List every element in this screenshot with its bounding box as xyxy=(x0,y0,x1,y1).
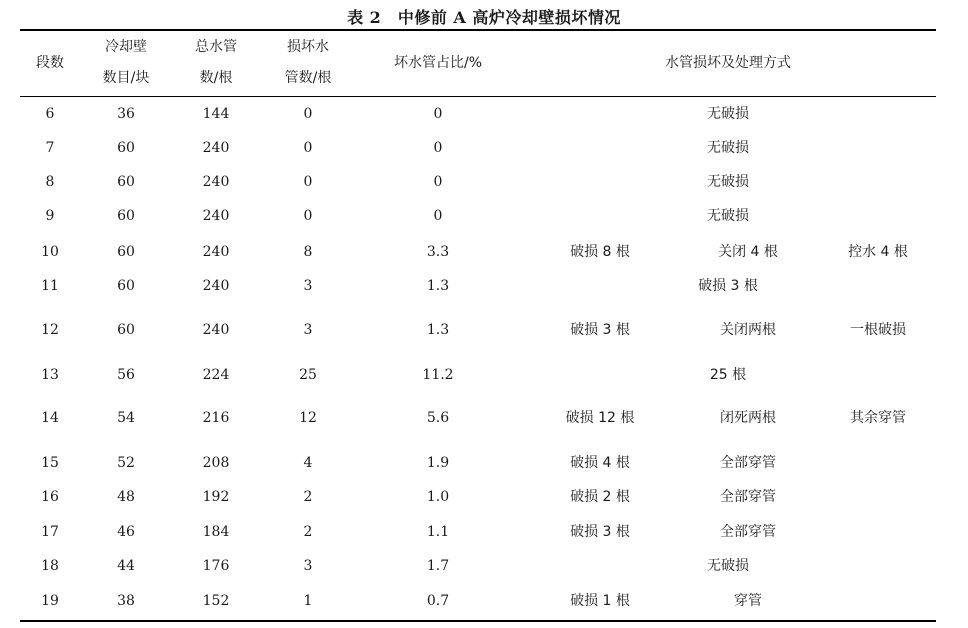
cell-seg: 19 xyxy=(41,593,59,609)
header-seg: 段数 xyxy=(36,55,64,71)
cell-ratio: 1.7 xyxy=(426,558,450,574)
cell-handling-2: 关闭两根 xyxy=(720,322,776,338)
header-damaged-line1: 损坏水 xyxy=(287,39,329,55)
header-ratio: 坏水管占比/% xyxy=(393,55,483,71)
cell-seg: 17 xyxy=(41,524,59,540)
cell-total: 240 xyxy=(202,208,230,224)
cell-staves: 60 xyxy=(117,278,135,294)
cell-handling: 无破损 xyxy=(707,174,749,190)
cell-handling-2: 穿管 xyxy=(734,593,762,609)
cell-handling: 25 根 xyxy=(709,367,747,383)
table-top-rule xyxy=(20,29,936,31)
cell-damaged: 0 xyxy=(303,174,313,190)
cell-damaged: 1 xyxy=(303,593,313,609)
cell-staves: 38 xyxy=(117,593,135,609)
cell-handling-3: 控水 4 根 xyxy=(848,244,908,260)
header-handling: 水管损坏及处理方式 xyxy=(665,55,791,71)
header-total-line2: 数/根 xyxy=(199,70,233,86)
cell-damaged: 0 xyxy=(303,140,313,156)
cell-handling-2: 全部穿管 xyxy=(720,455,776,471)
cell-staves: 60 xyxy=(117,140,135,156)
cell-handling-2: 全部穿管 xyxy=(720,524,776,540)
cell-total: 240 xyxy=(202,244,230,260)
table-title: 表 2 中修前 A 高炉冷却壁损坏情况 xyxy=(347,8,621,27)
cell-staves: 44 xyxy=(117,558,135,574)
cell-staves: 60 xyxy=(117,208,135,224)
cell-seg: 9 xyxy=(45,208,55,224)
cell-ratio: 1.1 xyxy=(426,524,450,540)
cell-staves: 46 xyxy=(117,524,135,540)
header-total-line1: 总水管 xyxy=(195,39,237,55)
header-staves-line1: 冷却壁 xyxy=(105,39,147,55)
cell-damaged: 0 xyxy=(303,208,313,224)
cell-handling-3: 其余穿管 xyxy=(850,410,906,426)
cell-damaged: 0 xyxy=(303,106,313,122)
cell-handling: 无破损 xyxy=(707,558,749,574)
cell-seg: 10 xyxy=(41,244,59,260)
cell-damaged: 3 xyxy=(303,278,313,294)
cell-ratio: 1.3 xyxy=(426,322,450,338)
cell-total: 240 xyxy=(202,140,230,156)
cell-seg: 8 xyxy=(45,174,55,190)
cell-handling: 无破损 xyxy=(707,106,749,122)
cell-total: 224 xyxy=(202,367,230,383)
cell-damaged: 2 xyxy=(303,524,313,540)
cell-handling-2: 闭死两根 xyxy=(720,410,776,426)
cell-staves: 54 xyxy=(117,410,135,426)
cell-handling-1: 破损 8 根 xyxy=(570,244,630,260)
cell-ratio: 5.6 xyxy=(426,410,450,426)
table-header-rule xyxy=(20,96,936,97)
cell-total: 240 xyxy=(202,174,230,190)
cell-damaged: 2 xyxy=(303,489,313,505)
header-damaged-line2: 管数/根 xyxy=(284,70,332,86)
cell-handling-1: 破损 2 根 xyxy=(570,489,630,505)
cell-damaged: 12 xyxy=(299,410,317,426)
cell-total: 216 xyxy=(202,410,230,426)
cell-handling-1: 破损 4 根 xyxy=(570,455,630,471)
cell-total: 144 xyxy=(202,106,230,122)
cell-total: 184 xyxy=(202,524,230,540)
cell-ratio: 1.0 xyxy=(426,489,450,505)
cell-total: 176 xyxy=(202,558,230,574)
cell-seg: 11 xyxy=(41,278,59,294)
cell-ratio: 0 xyxy=(433,140,443,156)
cell-damaged: 3 xyxy=(303,322,313,338)
cell-seg: 16 xyxy=(41,489,59,505)
header-staves-line2: 数目/块 xyxy=(102,70,150,86)
cell-handling-1: 破损 3 根 xyxy=(570,524,630,540)
cell-seg: 14 xyxy=(41,410,59,426)
cell-total: 152 xyxy=(202,593,230,609)
cell-staves: 56 xyxy=(117,367,135,383)
cell-ratio: 0 xyxy=(433,106,443,122)
cell-seg: 6 xyxy=(45,106,55,122)
cell-staves: 60 xyxy=(117,244,135,260)
cell-handling: 无破损 xyxy=(707,140,749,156)
cell-seg: 13 xyxy=(41,367,59,383)
cell-total: 240 xyxy=(202,278,230,294)
cell-total: 192 xyxy=(202,489,230,505)
cell-handling-1: 破损 1 根 xyxy=(570,593,630,609)
cell-damaged: 4 xyxy=(303,455,313,471)
cell-damaged: 25 xyxy=(299,367,317,383)
table-bottom-rule xyxy=(20,620,936,622)
cell-staves: 36 xyxy=(117,106,135,122)
cell-staves: 48 xyxy=(117,489,135,505)
cell-handling: 破损 3 根 xyxy=(698,278,758,294)
cell-handling-1: 破损 12 根 xyxy=(565,410,635,426)
cell-ratio: 0 xyxy=(433,208,443,224)
cell-handling-3: 一根破损 xyxy=(850,322,906,338)
cell-total: 240 xyxy=(202,322,230,338)
cell-ratio: 1.3 xyxy=(426,278,450,294)
cell-seg: 15 xyxy=(41,455,59,471)
cell-handling-2: 关闭 4 根 xyxy=(718,244,778,260)
cell-seg: 7 xyxy=(45,140,55,156)
cell-damaged: 3 xyxy=(303,558,313,574)
cell-staves: 52 xyxy=(117,455,135,471)
cell-ratio: 3.3 xyxy=(426,244,450,260)
cell-ratio: 0.7 xyxy=(426,593,450,609)
cell-seg: 18 xyxy=(41,558,59,574)
cell-ratio: 0 xyxy=(433,174,443,190)
cell-ratio: 1.9 xyxy=(426,455,450,471)
cell-staves: 60 xyxy=(117,322,135,338)
cell-staves: 60 xyxy=(117,174,135,190)
cell-handling-2: 全部穿管 xyxy=(720,489,776,505)
cell-handling: 无破损 xyxy=(707,208,749,224)
cell-damaged: 8 xyxy=(303,244,313,260)
cell-ratio: 11.2 xyxy=(422,367,454,383)
cell-seg: 12 xyxy=(41,322,59,338)
cell-handling-1: 破损 3 根 xyxy=(570,322,630,338)
cell-total: 208 xyxy=(202,455,230,471)
